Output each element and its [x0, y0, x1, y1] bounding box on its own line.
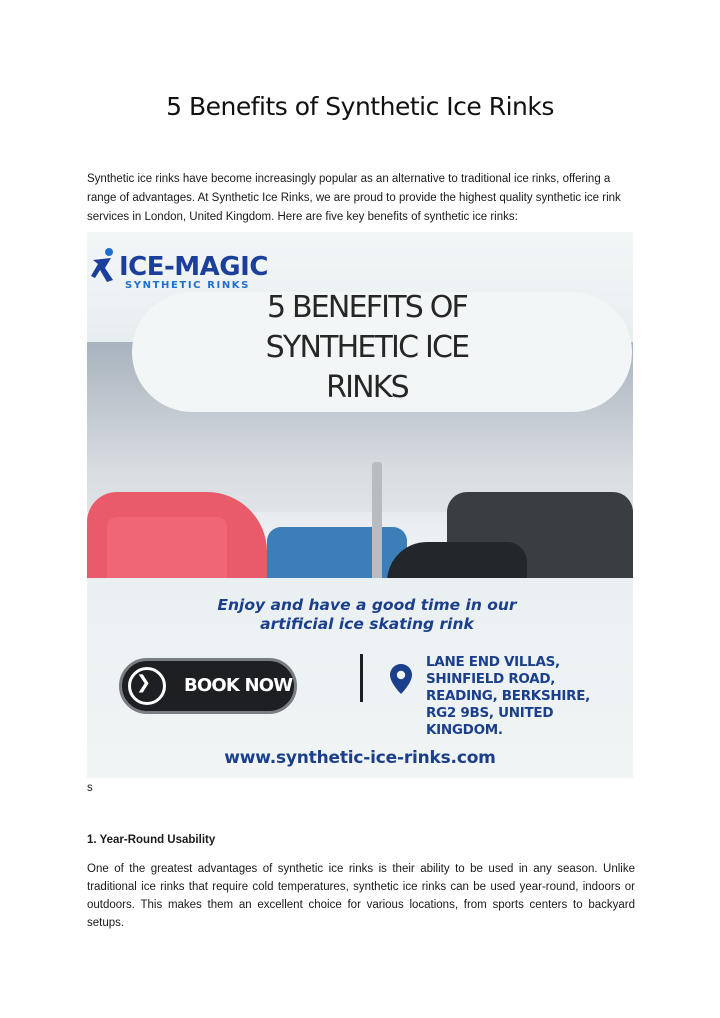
banner-footer-area	[87, 578, 633, 778]
document-title: 5 Benefits of Synthetic Ice Rinks	[166, 92, 554, 121]
stray-character: s	[87, 782, 93, 794]
section-body: One of the greatest advantages of synthetic ice rinks is their ability to be used in any season. Unlike traditional ice rinks that require cold temperatures, synthetic ice rinks can be used year-round, indoors or outdoors. This makes them an excellent choice for various locations, from sports centers to backyard setups.	[87, 863, 635, 929]
tagline-line: Enjoy and have a good time in our	[217, 596, 517, 614]
address-line: RG2 9BS, UNITED	[426, 705, 554, 721]
promo-banner-image	[87, 232, 633, 778]
intro-paragraph: Synthetic ice rinks have become increasingly popular as an alternative to traditional ice rinks, offering a range of advantages. At Synthetic Ice Rinks, we are proud to provide the highest quality synthetic ice rink services in London, United Kingdom. Here are five key benefits of synthetic ice rinks:	[87, 173, 621, 223]
headline-line: 5 BENEFITS OF	[266, 290, 468, 325]
book-now-label: BOOK NOW	[184, 675, 293, 696]
banner-tagline	[177, 596, 557, 634]
section-heading: 1. Year-Round Usability	[87, 834, 216, 846]
headline-line: RINKS	[326, 370, 408, 405]
vertical-divider	[360, 654, 363, 702]
banner-headline	[207, 288, 527, 408]
skater-logo-icon	[89, 246, 121, 286]
address-block	[426, 654, 626, 739]
address-line: KINGDOM.	[426, 722, 503, 738]
chevron-right-icon: ❯	[136, 672, 152, 693]
tagline-line: artificial ice skating rink	[260, 615, 474, 633]
location-pin-icon	[390, 664, 412, 694]
website-url: www.synthetic-ice-rinks.com	[224, 748, 496, 768]
address-line: LANE END VILLAS,	[426, 654, 560, 670]
logo-name: ICE-MAGIC	[119, 252, 268, 282]
address-line: SHINFIELD ROAD,	[426, 671, 556, 687]
logo-tagline: SYNTHETIC RINKS	[125, 280, 250, 291]
address-line: READING, BERKSHIRE,	[426, 688, 590, 704]
headline-line: SYNTHETIC ICE	[265, 330, 469, 365]
book-now-button	[119, 658, 297, 714]
